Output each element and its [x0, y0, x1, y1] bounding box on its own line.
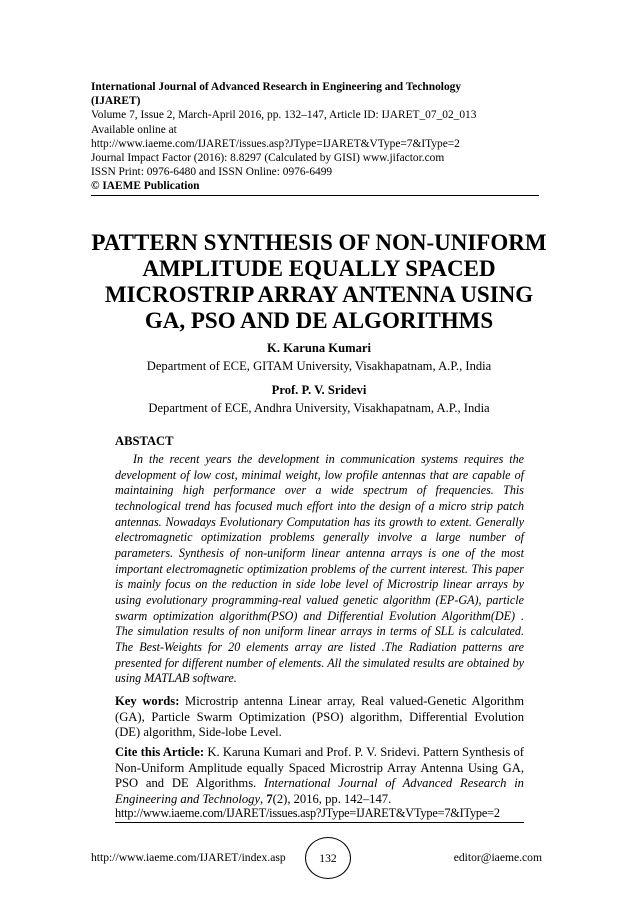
publisher: © IAEME Publication	[91, 180, 200, 193]
impact-factor: Journal Impact Factor (2016): 8.8297 (Calculated by GISI) www.jifactor.com	[91, 152, 445, 165]
title-line: MICROSTRIP ARRAY ANTENNA USING	[104, 282, 534, 307]
keywords-label: Key words:	[115, 694, 180, 708]
page-number: 132	[319, 851, 337, 865]
journal-name-line2: (IJARET)	[91, 95, 141, 108]
author-name-1: K. Karuna Kumari	[267, 341, 371, 355]
citation-sep: ,	[260, 791, 267, 806]
citation-url[interactable]: http://www.iaeme.com/IJARET/issues.asp?JType=IJARET&VType=7&IType=2	[115, 806, 524, 823]
header-divider	[91, 195, 539, 196]
citation-text: K. Karuna Kumari and Prof. P. V. Sridevi. Pattern Synthesis of Non-Uniform Amplitude equally Spaced Microstrip Array Antenna Using GA, PSO and DE Algorithms.	[115, 745, 524, 791]
keywords	[115, 694, 524, 741]
footer-email[interactable]: editor@iaeme.com	[453, 851, 542, 864]
keywords-text: Microstrip antenna Linear array, Real valued-Genetic Algorithm (GA), Particle Swarm Optimization (PSO) algorithm, Differential Evolution (DE) algorithm, Side-lobe Level.	[115, 694, 524, 740]
volume-info: Volume 7, Issue 2, March-April 2016, pp. 132–147, Article ID: IJARET_07_02_013	[91, 109, 477, 122]
citation-volume: 7	[266, 791, 273, 806]
issn-info: ISSN Print: 0976-6480 and ISSN Online: 0976-6499	[91, 166, 333, 179]
title-line: AMPLITUDE EQUALLY SPACED	[142, 256, 496, 281]
paper-title	[60, 230, 578, 334]
footer-url[interactable]: http://www.iaeme.com/IJARET/index.asp	[91, 851, 286, 864]
journal-url[interactable]: http://www.iaeme.com/IJARET/issues.asp?JType=IJARET&VType=7&IType=2	[91, 137, 460, 150]
citation-pages: (2), 2016, pp. 142–147.	[272, 791, 392, 806]
abstract-heading: ABSTACT	[115, 434, 174, 448]
journal-name-line1: International Journal of Advanced Research in Engineering and Technology	[91, 81, 462, 93]
author-affiliation-2: Department of ECE, Andhra University, Visakhapatnam, A.P., India	[148, 401, 490, 415]
title-line: GA, PSO AND DE ALGORITHMS	[144, 308, 494, 333]
title-line: PATTERN SYNTHESIS OF NON-UNIFORM	[91, 230, 547, 255]
citation-label: Cite this Article:	[115, 745, 205, 759]
abstract-text: In the recent years the development in communication systems requires the development of low cost, minimal weight, low profile antennas that are capable of maintaining high performance over a wide spectrum of frequencies. This technological trend has focused much effort into the design of a micro strip patch antennas. Nowadays Evolutionary Computation has its growth to extent. Generally electromagnetic optimization problems generally involve a large number of parameters. Synthesis of non-uniform linear antenna arrays is one of the most important electromagnetic optimization problems of the current interest. This paper is mainly focus on the reduction in side lobe level of Microstrip linear arrays by using evolutionary programming-real valued genetic algorithm (EP-GA), particle swarm optimization algorithm(PSO) and Differential Evolution Algorithm(DE) . The simulation results of non uniform linear arrays in terms of SLL is calculated. The Best-Weights for 20 elements array are listed .The Radiation patterns are presented for different number of elements. All the simulated results are obtained by using MATLAB software.	[115, 452, 524, 686]
available-online: Available online at	[91, 123, 177, 136]
citation-journal: International Journal of Advanced Research in Engineering and Technology	[115, 776, 524, 806]
page-number-badge	[305, 837, 351, 879]
author-affiliation-1: Department of ECE, GITAM University, Visakhapatnam, A.P., India	[146, 359, 492, 373]
author-name-2: Prof. P. V. Sridevi	[271, 383, 367, 397]
journal-header	[91, 80, 539, 194]
citation	[115, 745, 524, 807]
